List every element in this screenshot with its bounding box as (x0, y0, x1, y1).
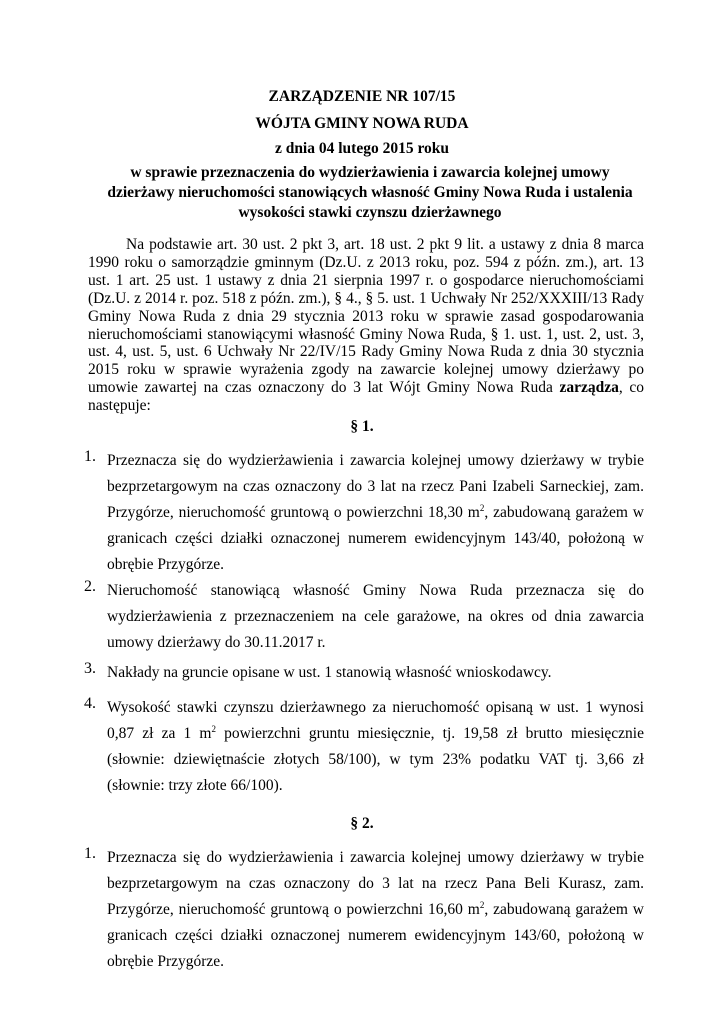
superscript: 2 (479, 502, 485, 513)
document-title: ZARZĄDZENIE NR 107/15 (268, 88, 456, 105)
item-text: Nakłady na gruncie opisane w ust. 1 stanowią własność wnioskodawcy. (107, 664, 552, 681)
superscript: 2 (479, 899, 485, 910)
issuer-title: WÓJTA GMINY NOWA RUDA (255, 115, 469, 132)
item-number: 4. (84, 695, 96, 712)
section-2-heading: § 2. (350, 815, 374, 832)
legal-basis-tail: , co następuje: (88, 379, 644, 415)
item-text (107, 448, 644, 578)
document-date: z dnia 04 lutego 2015 roku (274, 140, 450, 157)
legal-basis-paragraph (88, 236, 644, 415)
item-text-part: , zabudowaną garażem w granicach części działki oznaczonej numerem ewidencyjnym 143/60, położoną w obrębie Przygórze. (107, 901, 644, 970)
item-text-part: Przeznacza się do wydzierżawienia i zawarcia kolejnej umowy dzierżawy w trybie bezprzetargowym na czas oznaczony do 3 lat na rzecz Pana Beli Kurasz, zam. Przygórze, nieruchomość gruntową o powierzchni 16,60 m (107, 849, 644, 918)
item-number: 3. (84, 660, 96, 677)
section-1-item-2 (84, 578, 644, 656)
item-number: 2. (84, 578, 96, 595)
item-number: 1. (84, 448, 96, 465)
item-number: 1. (84, 845, 96, 862)
superscript: 2 (211, 723, 216, 734)
item-text-part: Przeznacza się do wydzierżawienia i zawarcia kolejnej umowy dzierżawy w trybie bezprzetargowym na czas oznaczony do 3 lat na rzecz Pani Izabeli Sarneckiej, zam. Przygórze, nieruchomość gruntową o powierzchni 18,30 m (107, 452, 644, 521)
document-subject: w sprawie przeznaczenia do wydzierżawienia i zawarcia kolejnej umowy dzierżawy nieruchomości stanowiących własność Gminy Nowa Ruda i ustalenia wysokości stawki czynszu dzierżawnego (107, 164, 633, 221)
section-1-item-1 (84, 448, 644, 578)
legal-basis-bold-word: zarządza (559, 379, 619, 397)
item-text-part: powierzchni gruntu miesięcznie, tj. 19,58 zł brutto miesięcznie (słownie: dziewiętnaście złotych 58/100), w tym 23% podatku VAT tj. 3,66 zł (słownie: trzy złote 66/100). (107, 725, 644, 794)
item-text (107, 845, 644, 975)
section-1-item-3 (84, 660, 644, 686)
section-1-heading: § 1. (350, 418, 374, 435)
section-2-item-1 (84, 845, 644, 975)
item-text: Nieruchomość stanowiącą własność Gminy Nowa Ruda przeznacza się do wydzierżawienia z przeznaczeniem na cele garażowe, na okres od dnia zawarcia umowy dzierżawy do 30.11.2017 r. (107, 582, 644, 651)
item-text-part: Wysokość stawki czynszu dzierżawnego za nieruchomość opisaną w ust. 1 wynosi 0,87 zł za 1 m (107, 699, 644, 742)
legal-basis-text: Na podstawie art. 30 ust. 2 pkt 3, art. 18 ust. 2 pkt 9 lit. a ustawy z dnia 8 marca 1990 roku o samorządzie gminnym (Dz.U. z 2013 roku, poz. 594 z późn. zm.), art. 13 ust. 1 art. 25 ust. 1 ustawy z dnia 21 sierpnia 1997 r. o gospodarce nieruchomościami (Dz.U. z 2014 r. poz. 518 z późn. zm.), § 4., § 5. ust. 1 Uchwały Nr 252/XXXIII/13 Rady Gminy Nowa Ruda z dnia 29 stycznia 2013 roku w sprawie zasad gospodarowania nieruchomościami stanowiącymi własność Gminy Nowa Ruda, § 1. ust. 1, ust. 2, ust. 3, ust. 4, ust. 5, ust. 6 Uchwały Nr 22/IV/15 Rady Gminy Nowa Ruda z dnia 30 stycznia 2015 roku w sprawie wyrażenia zgody na zawarcie kolejnej umowy dzierżawy po umowie zawartej na czas oznaczony do 3 lat Wójt Gminy Nowa Ruda (88, 236, 644, 397)
item-text-part: , zabudowaną garażem w granicach części działki oznaczonej numerem ewidencyjnym 143/40, położoną w obrębie Przygórze. (107, 504, 644, 573)
item-text (107, 695, 644, 799)
section-1-item-4 (84, 695, 644, 799)
